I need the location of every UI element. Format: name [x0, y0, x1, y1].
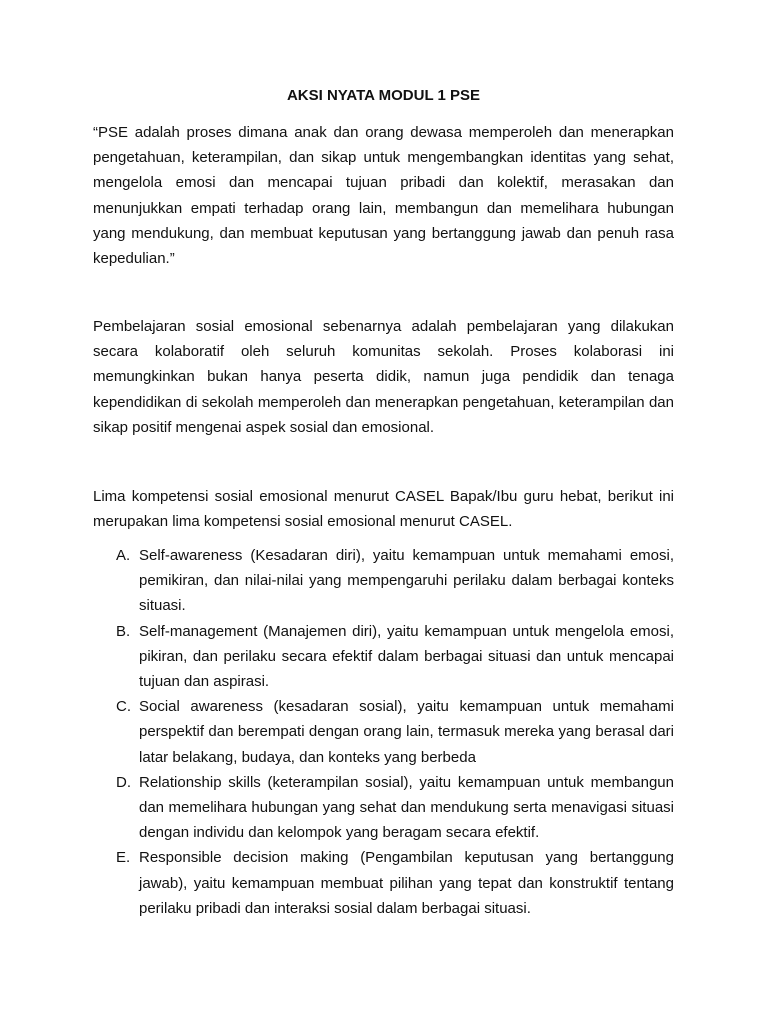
list-item-text: Self-management (Manajemen diri), yaitu kemampuan untuk mengelola emosi, pikiran, dan perilaku secara efektif dalam berbagai situasi dan untuk mencapai tujuan dan aspirasi.: [139, 622, 674, 691]
list-item-text: Responsible decision making (Pengambilan keputusan yang bertanggung jawab), yaitu kemampuan membuat pilihan yang tepat dan konstruktif tentang perilaku pribadi dan interaksi sosial dalam berbagai situasi.: [139, 849, 674, 917]
paragraph-collaboration: Pembelajaran sosial emosional sebenarnya adalah pembelajaran yang dilakukan secara kolaboratif oleh seluruh komunitas sekolah. Proses kolaborasi ini memungkinkan bukan hanya peserta didik, namun juga pendidik dan tenaga kependidikan di sekolah memperoleh dan menerapkan pengetahuan, keterampilan dan sikap positif mengenai aspek sosial dan emosional.: [93, 318, 674, 436]
list-marker: B.: [116, 622, 131, 640]
list-marker: C.: [116, 698, 131, 716]
paragraph-casel-intro: Lima kompetensi sosial emosional menurut CASEL Bapak/Ibu guru hebat, berikut ini merupakan lima kompetensi sosial emosional menurut CASEL.: [93, 488, 674, 531]
list-item-text: Social awareness (kesadaran sosial), yaitu kemampuan untuk memahami perspektif dan berempati dengan orang lain, termasuk mereka yang berasal dari latar belakang, budaya, dan konteks yang berbeda: [139, 698, 674, 766]
list-item: [93, 694, 674, 770]
document-title: AKSI NYATA MODUL 1 PSE: [286, 87, 481, 104]
competency-list: [93, 543, 674, 921]
list-marker: A.: [116, 547, 131, 564]
list-item-text: Relationship skills (keterampilan sosial), yaitu kemampuan untuk membangun dan memelihara hubungan yang sehat dan mendukung serta menavigasi situasi dengan individu dan kelompok yang beragam secara efektif.: [139, 773, 674, 842]
list-item: [93, 770, 674, 846]
pse-definition-quote: “PSE adalah proses dimana anak dan orang dewasa memperoleh dan menerapkan pengetahuan, keterampilan, dan sikap untuk mengembangkan identitas yang sehat, mengelola emosi dan mencapai tujuan pribadi dan kolektif, merasakan dan menunjukkan empati terhadap orang lain, membangun dan memelihara hubungan yang mendukung, dan membuat keputusan yang bertanggung jawab dan penuh rasa kepedulian.”: [93, 124, 674, 268]
list-marker: D.: [116, 773, 131, 791]
list-item: [93, 845, 674, 921]
list-item: [93, 619, 674, 695]
list-item-text: Self-awareness (Kesadaran diri), yaitu kemampuan untuk memahami emosi, pemikiran, dan nilai-nilai yang mempengaruhi perilaku dalam berbagai konteks situasi.: [139, 547, 674, 615]
list-item: [93, 543, 674, 619]
list-marker: E.: [116, 849, 131, 867]
